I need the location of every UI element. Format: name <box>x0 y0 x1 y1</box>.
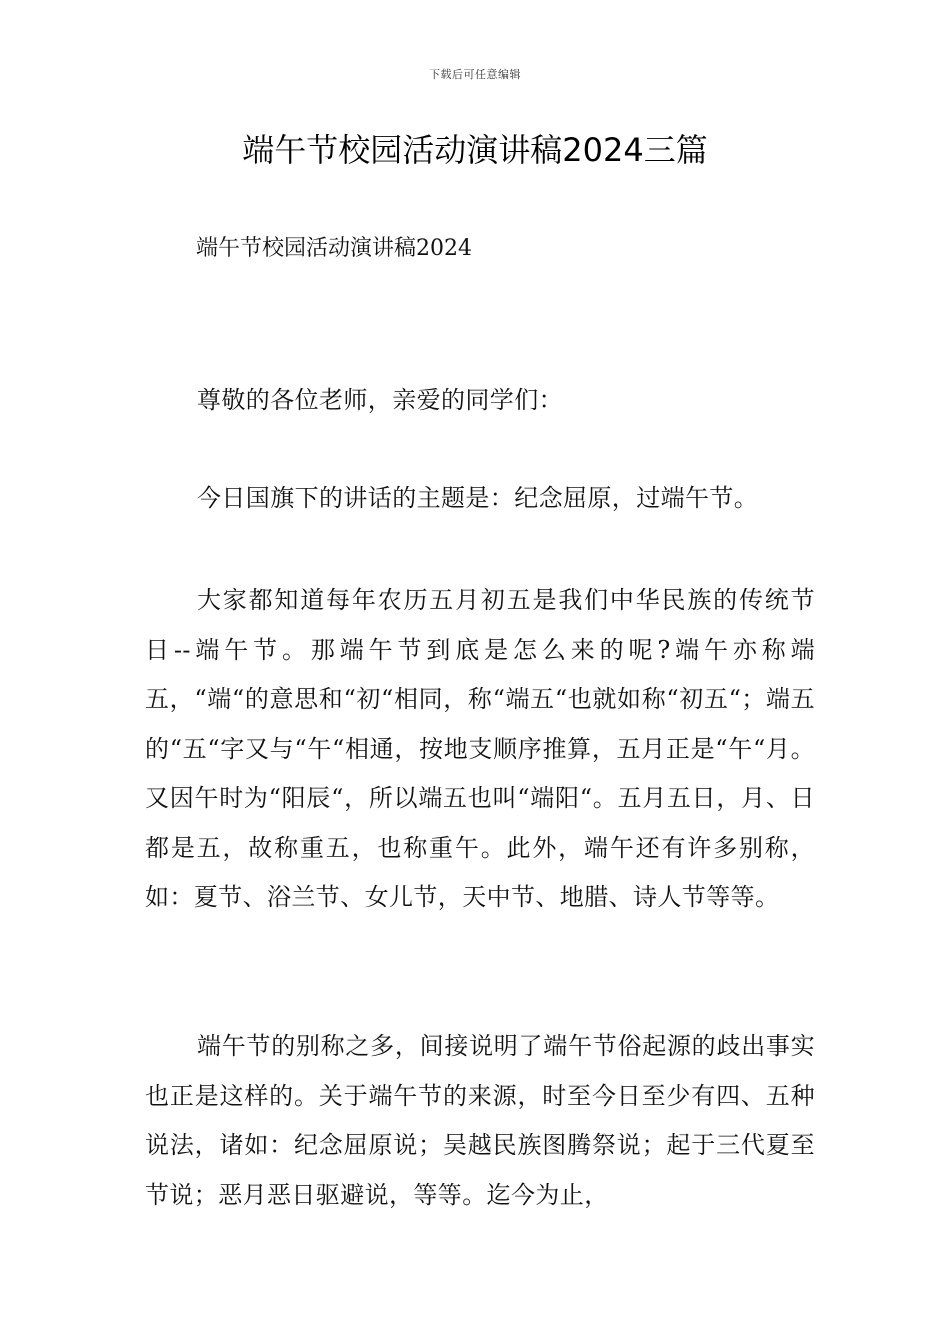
greeting-paragraph: 尊敬的各位老师，亲爱的同学们： <box>197 386 563 414</box>
theme-paragraph: 今日国旗下的讲话的主题是：纪念屈原，过端午节。 <box>197 484 759 512</box>
festival-names-paragraph: 端午节的别称之多，间接说明了端午节俗起源的歧出事实也正是这样的。关于端午节的来源，时至今日至少有四、五种说法，诸如：纪念屈原说；吴越民族图腾祭说；起于三代夏至节说；恶月恶日驱避说，等等。迄今为止， <box>145 1032 815 1209</box>
document-subtitle: 端午节校园活动演讲稿2024 <box>196 236 472 261</box>
origin-paragraph: 大家都知道每年农历五月初五是我们中华民族的传统节日--端午节。那端午节到底是怎么来的呢?端午亦称端五，“端“的意思和“初“相同，称“端五“也就如称“初五“；端五的“五“字又与“午“相通，按地支顺序推算，五月正是“午“月。又因午时为“阳辰“，所以端五也叫“端阳“。五月五日，月、日都是五，故称重五，也称重午。此外，端午还有许多别称，如：夏节、浴兰节、女儿节，天中节、地腊、诗人节等等。 <box>145 586 815 911</box>
document-title: 端午节校园活动演讲稿2024三篇 <box>242 131 708 169</box>
header-note: 下载后可任意编辑 <box>429 68 521 81</box>
